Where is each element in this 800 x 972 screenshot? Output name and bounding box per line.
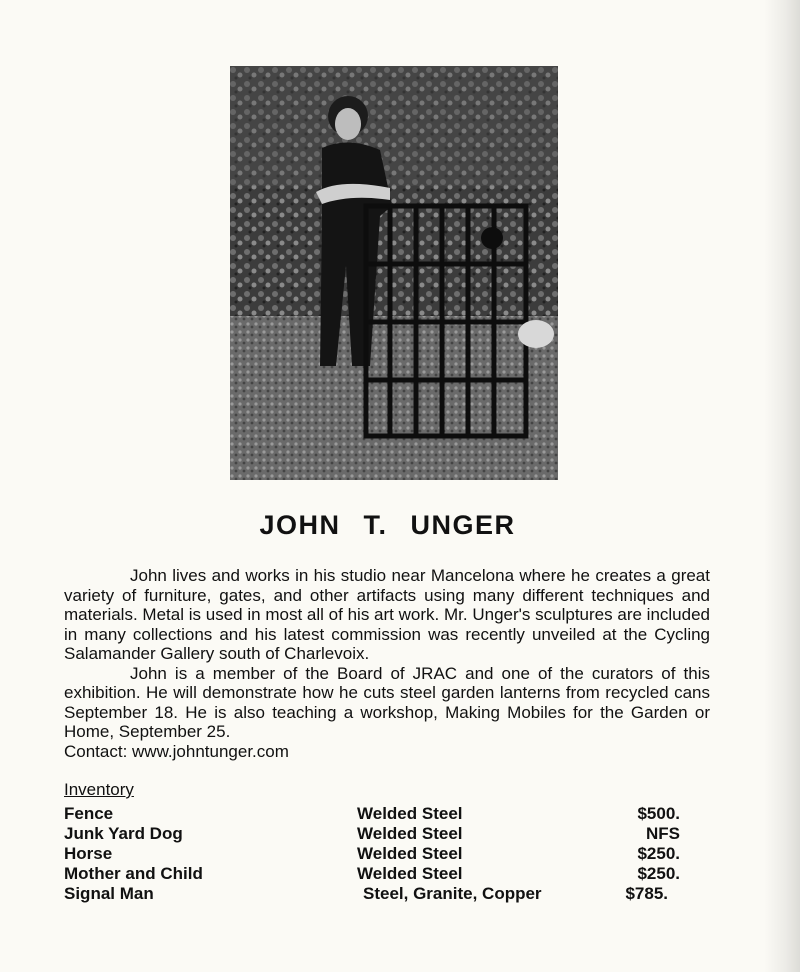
item-medium: Welded Steel — [357, 844, 463, 863]
item-price: NFS — [646, 824, 680, 843]
item-price: $250. — [637, 864, 680, 883]
inventory-row — [64, 844, 704, 864]
inventory-row — [64, 824, 704, 844]
artist-name: JOHN T. UNGER — [259, 510, 516, 540]
item-medium: Welded Steel — [357, 824, 463, 843]
inventory-list — [64, 804, 704, 904]
inventory-row — [64, 884, 704, 904]
item-medium: Welded Steel — [357, 864, 463, 883]
item-price: $250. — [637, 844, 680, 863]
item-price: $500. — [637, 804, 680, 823]
item-title: Signal Man — [64, 884, 154, 903]
item-medium: Steel, Granite, Copper — [363, 884, 542, 903]
item-title: Mother and Child — [64, 864, 203, 883]
bio-paragraph: John is a member of the Board of JRAC and one of the curators of this exhibition. He will demonstrate how he cuts steel garden lanterns from recycled cans September 18. He is also teaching a workshop, Making Mobiles for the Garden or Home, September 25. — [64, 663, 710, 741]
artist-photo-image — [230, 66, 558, 480]
artist-photo — [230, 66, 558, 480]
item-price: $785. — [625, 884, 668, 903]
inventory-row — [64, 804, 704, 824]
item-title: Junk Yard Dog — [64, 824, 183, 843]
item-title: Horse — [64, 844, 113, 863]
inventory-row — [64, 864, 704, 884]
artist-bio — [64, 566, 710, 761]
page-edge-shadow — [764, 0, 800, 972]
inventory-heading: Inventory — [64, 780, 134, 799]
item-medium: Welded Steel — [357, 804, 463, 823]
contact-line: Contact: www.johntunger.com — [64, 741, 289, 761]
bio-paragraph: John lives and works in his studio near Mancelona where he creates a great variety of furniture, gates, and other artifacts using many different techniques and materials. Metal is used in most all of his art work. Mr. Unger's sculptures are included in many collections and his latest commission was recently unveiled at the Cycling Salamander Gallery south of Charlevoix. — [64, 566, 710, 663]
item-title: Fence — [64, 804, 114, 823]
